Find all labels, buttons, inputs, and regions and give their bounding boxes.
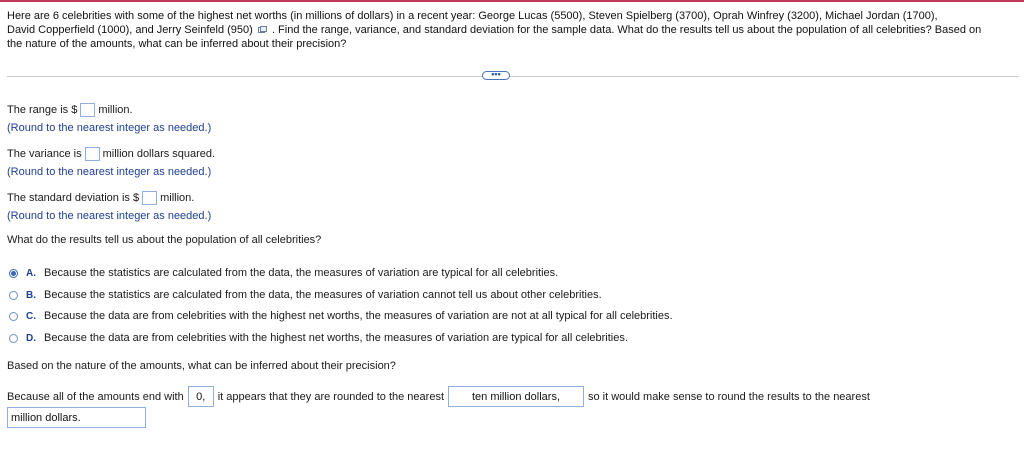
stddev-row <box>7 191 194 205</box>
variance-prefix: The variance is <box>7 148 82 160</box>
range-prefix: The range is $ <box>7 104 78 116</box>
option-c-letter: C. <box>26 310 36 322</box>
stddev-suffix: million. <box>160 192 195 204</box>
option-d-radio[interactable] <box>9 334 18 343</box>
top-accent-border <box>0 0 1024 2</box>
variance-suffix: million dollars squared. <box>102 148 216 160</box>
precision-unit-dropdown[interactable]: ten million dollars, <box>448 386 584 407</box>
range-row <box>7 103 133 117</box>
section-divider <box>7 76 1019 77</box>
question-text <box>7 9 1012 51</box>
option-d-text: Because the data are from celebrities with the highest net worths, the measures of variation are typical for all celebrities. <box>44 332 628 344</box>
stddev-answer-input[interactable] <box>142 191 157 205</box>
precision-part2: it appears that they are rounded to the nearest <box>217 390 444 403</box>
option-a-radio[interactable] <box>9 269 18 278</box>
precision-digit-dropdown[interactable]: 0, <box>188 386 214 407</box>
option-c-radio[interactable] <box>9 312 18 321</box>
precision-row-2 <box>7 407 146 428</box>
variance-answer-input[interactable] <box>85 147 100 161</box>
question-line-2 <box>7 23 1012 37</box>
option-a-text: Because the statistics are calculated from the data, the measures of variation are typical for all celebrities. <box>44 267 559 279</box>
option-b-letter: B. <box>26 289 36 301</box>
stddev-prefix: The standard deviation is $ <box>7 192 140 204</box>
option-b-text: Because the statistics are calculated from the data, the measures of variation cannot tell us about other celebrities. <box>44 289 602 301</box>
stddev-hint: (Round to the nearest integer as needed.) <box>7 210 212 222</box>
mc-question: What do the results tell us about the population of all celebrities? <box>7 234 322 246</box>
question-line-2a: David Copperfield (1000), and Jerry Seinfeld (950) <box>7 24 253 36</box>
option-a-letter: A. <box>26 267 36 279</box>
precision-row <box>7 386 870 407</box>
option-a[interactable] <box>9 267 558 279</box>
variance-row <box>7 147 215 161</box>
option-c-text: Because the data are from celebrities with the highest net worths, the measures of variation are not at all typical for all celebrities. <box>44 310 673 322</box>
data-table-icon[interactable] <box>258 26 267 34</box>
option-b-radio[interactable] <box>9 291 18 300</box>
option-d[interactable] <box>9 332 628 344</box>
range-hint: (Round to the nearest integer as needed.) <box>7 122 212 134</box>
range-answer-input[interactable] <box>80 103 95 117</box>
expand-more-button[interactable]: ••• <box>482 71 510 80</box>
question-line-1: Here are 6 celebrities with some of the highest net worths (in millions of dollars) in a recent year: George Lucas (5500), Steven Spielberg (3700), Oprah Winfrey (3200), Michael Jordan (1700), <box>7 10 938 22</box>
precision-question: Based on the nature of the amounts, what can be inferred about their precision? <box>7 360 396 372</box>
option-b[interactable] <box>9 289 602 301</box>
option-d-letter: D. <box>26 332 36 344</box>
question-line-2b: . Find the range, variance, and standard deviation for the sample data. What do the results tell us about the population of all celebrities? Based on <box>271 24 982 36</box>
precision-result-dropdown[interactable]: million dollars. <box>7 407 146 428</box>
range-suffix: million. <box>98 104 133 116</box>
question-line-3: the nature of the amounts, what can be inferred about their precision? <box>7 38 347 50</box>
precision-part1: Because all of the amounts end with <box>7 390 184 403</box>
variance-hint: (Round to the nearest integer as needed.) <box>7 166 212 178</box>
option-c[interactable] <box>9 310 673 322</box>
precision-part3: so it would make sense to round the results to the nearest <box>588 390 870 403</box>
